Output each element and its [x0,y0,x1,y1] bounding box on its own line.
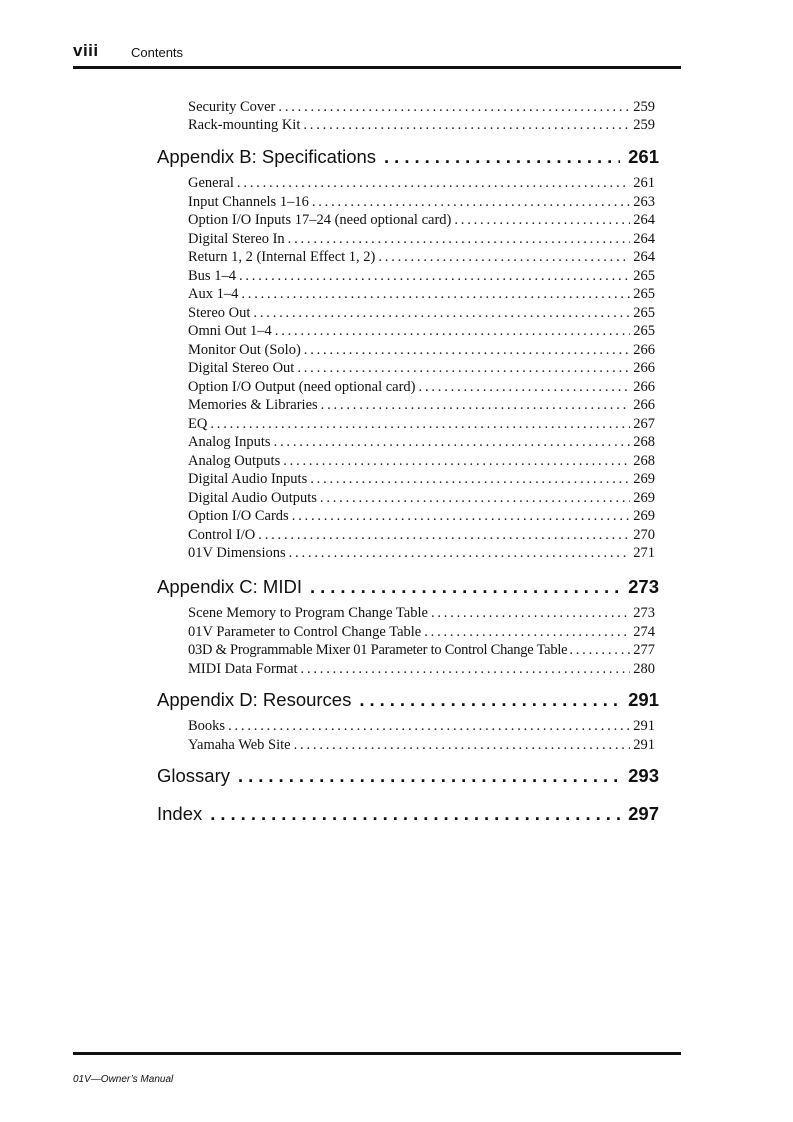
toc-entry-title: General [188,175,234,191]
toc-entry-title: 01V Dimensions [188,545,286,561]
toc-entry-title: Option I/O Output (need optional card) [188,378,416,395]
toc-entry[interactable] [188,341,655,359]
dot-leader [289,544,631,562]
toc-entry-title: Option I/O Cards [188,508,289,524]
toc-entry-title: Analog Outputs [188,452,281,469]
toc-entry-page: 261 [633,175,655,191]
toc-entry-page: 265 [633,286,655,302]
dot-leader [378,248,630,266]
toc-entry-page: 274 [633,623,655,640]
toc-heading-appendix-b[interactable] [157,145,659,169]
toc-entry-title: Stereo Out [188,304,251,321]
dot-leader [454,211,630,229]
toc-entry-page: 273 [633,605,655,621]
toc-entry-page: 264 [633,230,655,247]
toc-entry-title: Yamaha Web Site [188,736,291,753]
toc-entry[interactable] [188,174,655,192]
dot-leader [210,415,630,433]
dot-leader [283,452,630,470]
toc-entry[interactable] [188,736,655,754]
toc-entry-title: Digital Audio Outputs [188,489,317,506]
toc-heading-title: Appendix D: Resources [157,689,352,710]
toc-entry-page: 265 [633,323,655,339]
toc-entry[interactable] [188,267,655,285]
toc-entry-title: Aux 1–4 [188,286,239,302]
toc-entry-page: 291 [633,736,655,753]
toc-entry[interactable] [188,322,655,340]
toc-entry-page: 268 [633,452,655,469]
toc-entry-title: 03D & Programmable Mixer 01 Parameter to Control Change Table [188,642,568,658]
toc-heading-page: 261 [628,146,659,167]
toc-entry[interactable] [188,304,655,322]
toc-heading-glossary[interactable] [157,764,659,788]
toc-entry-page: 266 [633,397,655,413]
dot-leader [238,764,620,788]
toc-entry-page: 280 [633,660,655,677]
toc-entry-page: 265 [633,304,655,321]
toc-entry-title: EQ [188,415,208,432]
toc-entry[interactable] [188,285,655,303]
toc-heading-page: 297 [628,803,659,824]
dot-leader [312,193,630,211]
toc-entry-page: 268 [633,434,655,450]
dot-leader [292,507,631,525]
dot-leader [320,489,630,507]
toc-entry-title: Input Channels 1–16 [188,193,309,210]
toc-entry-title: Return 1, 2 (Internal Effect 1, 2) [188,249,376,265]
toc-entry-title: Digital Stereo Out [188,360,295,376]
toc-entry-page: 266 [633,341,655,358]
dot-leader [237,174,630,192]
dot-leader [210,802,620,826]
toc-entry-page: 277 [633,642,655,658]
toc-entry-title: Bus 1–4 [188,267,236,284]
toc-entry[interactable] [188,470,655,488]
toc-entry-rack-mounting-kit[interactable] [188,116,655,134]
toc-entry-page: 267 [633,415,655,432]
toc-entry-title: Books [188,718,226,734]
page-number: viii [73,41,99,60]
dot-leader [321,396,631,414]
toc-entry[interactable] [188,248,655,266]
toc-entry-title: Scene Memory to Program Change Table [188,605,428,621]
toc-entry-title: Control I/O [188,526,256,543]
dot-leader [253,304,630,322]
toc-entry-page: 266 [633,378,655,395]
toc-entry-page: 263 [633,193,655,210]
dot-leader [258,526,630,544]
toc-entry-title: Monitor Out (Solo) [188,341,301,358]
toc-entry[interactable] [188,623,655,641]
toc-entry-title: Memories & Libraries [188,397,318,413]
toc-entry-title: Rack-mounting Kit [188,117,301,133]
toc-entry[interactable] [188,378,655,396]
toc-entry[interactable] [188,526,655,544]
dot-leader [359,688,620,712]
toc-entry[interactable] [188,433,655,451]
toc-entry-title: Option I/O Inputs 17–24 (need optional card) [188,212,452,228]
toc-entry-page: 259 [633,117,655,133]
toc-entry[interactable] [188,211,655,229]
toc-heading-title: Glossary [157,765,230,786]
toc-entry-page: 291 [633,718,655,734]
dot-leader [424,623,630,641]
toc-entry-page: 270 [633,526,655,543]
toc-entry[interactable] [188,359,655,377]
toc-entry-page: 269 [633,508,655,524]
dot-leader [384,145,620,169]
toc-entry-title: Omni Out 1–4 [188,323,272,339]
toc-entry[interactable] [188,489,655,507]
toc-entry[interactable] [188,641,655,659]
toc-entry-page: 271 [633,545,655,561]
toc-entry-page: 269 [633,471,655,487]
toc-heading-title: Index [157,803,203,824]
dot-leader [239,267,630,285]
toc-heading-title: Appendix C: MIDI [157,576,302,597]
toc-entry[interactable] [188,452,655,470]
dot-leader [310,575,620,599]
toc-entry-title: Security Cover [188,99,276,115]
toc-heading-title: Appendix B: Specifications [157,146,377,167]
toc-entry-title: MIDI Data Format [188,660,298,677]
toc-entry-page: 264 [633,212,655,228]
toc-heading-page: 293 [628,765,659,786]
toc-entry-title: Digital Audio Inputs [188,471,308,487]
dot-leader [294,736,631,754]
toc-entry-title: Analog Inputs [188,434,271,450]
toc-entry-page: 259 [633,99,655,115]
footer-rule [73,1052,681,1055]
toc-entry[interactable] [188,604,655,622]
toc-entry[interactable] [188,193,655,211]
toc-heading-index[interactable] [157,802,659,826]
toc-entry-title: Digital Stereo In [188,230,285,247]
dot-leader [569,641,631,659]
dot-leader [419,378,631,396]
toc-entry[interactable] [188,507,655,525]
toc-entry-title: 01V Parameter to Control Change Table [188,623,422,640]
section-name: Contents [131,45,184,60]
footer-manual-title: 01V—Owner’s Manual [73,1074,174,1085]
dot-leader [275,322,630,340]
dot-leader [310,470,630,488]
toc-entry-page: 265 [633,267,655,284]
toc-entry-page: 264 [633,249,655,265]
toc-entry[interactable] [188,230,655,248]
dot-leader [304,341,630,359]
dot-leader [278,98,630,116]
toc-heading-appendix-c[interactable] [157,575,659,599]
dot-leader [241,285,630,303]
dot-leader [288,230,631,248]
toc-entry[interactable] [188,396,655,414]
toc-entry-page: 266 [633,360,655,376]
dot-leader [297,359,630,377]
dot-leader [431,604,630,622]
toc-entry[interactable] [188,544,655,562]
dot-leader [303,116,630,134]
header-rule [73,66,681,69]
toc-entry-page: 269 [633,489,655,506]
dot-leader [301,660,631,678]
dot-leader [228,717,630,735]
toc-heading-appendix-d[interactable] [157,688,659,712]
dot-leader [274,433,631,451]
toc-entry[interactable] [188,415,655,433]
toc-entry[interactable] [188,660,655,678]
toc-heading-page: 273 [628,576,659,597]
toc-entry[interactable] [188,717,655,735]
toc-entry-security-cover[interactable] [188,98,655,116]
toc-heading-page: 291 [628,689,659,710]
